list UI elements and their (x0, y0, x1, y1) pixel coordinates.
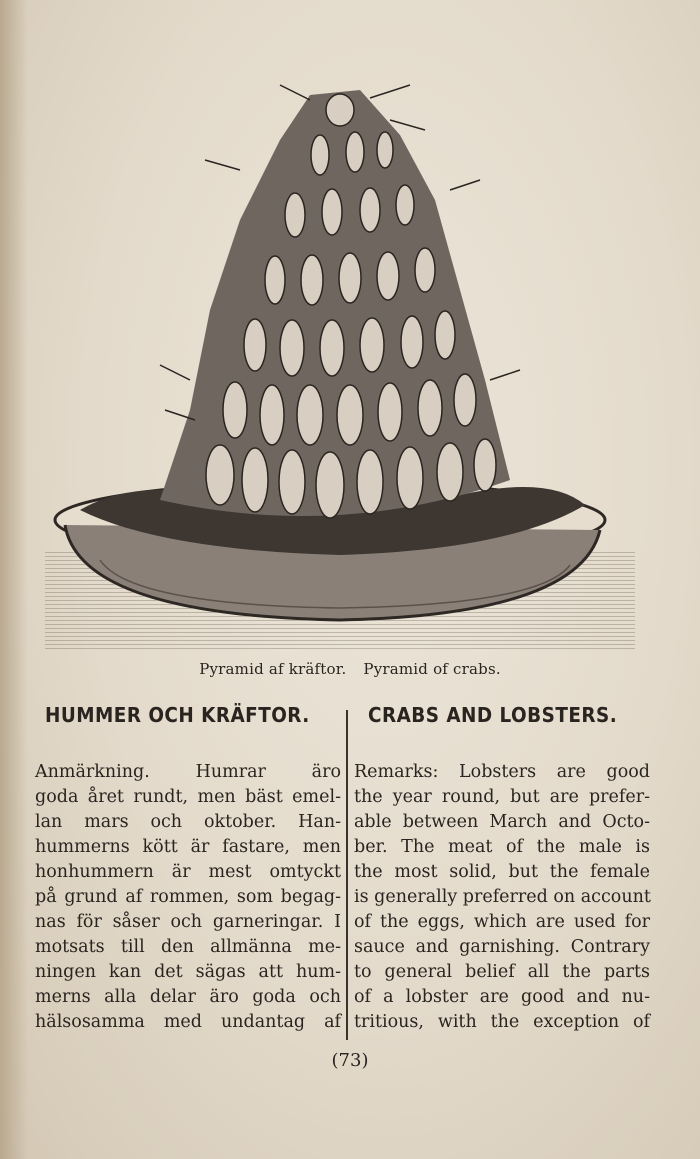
text-line: to general belief all the parts (354, 962, 650, 982)
english-column (354, 760, 650, 1035)
text-line: able between March and Octo- (354, 812, 650, 832)
text-line: hummerns kött är fastare, men (35, 837, 341, 857)
column-divider (346, 710, 348, 1040)
text-line: is generally preferred on account (354, 887, 651, 907)
heading-english: CRABS AND LOBSTERS. (368, 703, 618, 727)
swedish-column (35, 760, 341, 1035)
text-line: the most solid, but the female (354, 862, 650, 882)
heading-swedish: HUMMER OCH KRÄFTOR. (45, 703, 310, 727)
text-line: ningen kan det sägas att hum- (35, 962, 341, 982)
text-line: nas för såser och garneringar. I (35, 912, 341, 932)
illustration-caption (0, 660, 700, 678)
text-line: Anmärkning. Humrar äro (35, 762, 341, 782)
text-line: sauce and garnishing. Contrary (354, 937, 650, 957)
text-line: hälsosamma med undantag af (35, 1012, 341, 1032)
text-line: of the eggs, which are used for (354, 912, 650, 932)
text-line: ber. The meat of the male is (354, 837, 650, 857)
text-line: lan mars och oktober. Han- (35, 812, 341, 832)
text-line: the year round, but are prefer- (354, 787, 650, 807)
crab-pyramid-illustration (40, 80, 640, 660)
caption-swedish: Pyramid af kräftor. (199, 660, 347, 678)
text-line: motsats till den allmänna me- (35, 937, 341, 957)
page-edge-shadow (0, 0, 28, 1159)
text-line: Remarks: Lobsters are good (354, 762, 650, 782)
page-number: (73) (331, 1050, 369, 1071)
caption-english: Pyramid of crabs. (363, 660, 501, 678)
text-line: of a lobster are good and nu- (354, 987, 650, 1007)
text-line: merns alla delar äro goda och (35, 987, 341, 1007)
text-line: på grund af rommen, som begag- (35, 887, 341, 907)
text-line: goda året rundt, men bäst emel- (35, 787, 341, 807)
text-line: honhummern är mest omtyckt (35, 862, 341, 882)
text-line: tritious, with the exception of (354, 1012, 650, 1032)
